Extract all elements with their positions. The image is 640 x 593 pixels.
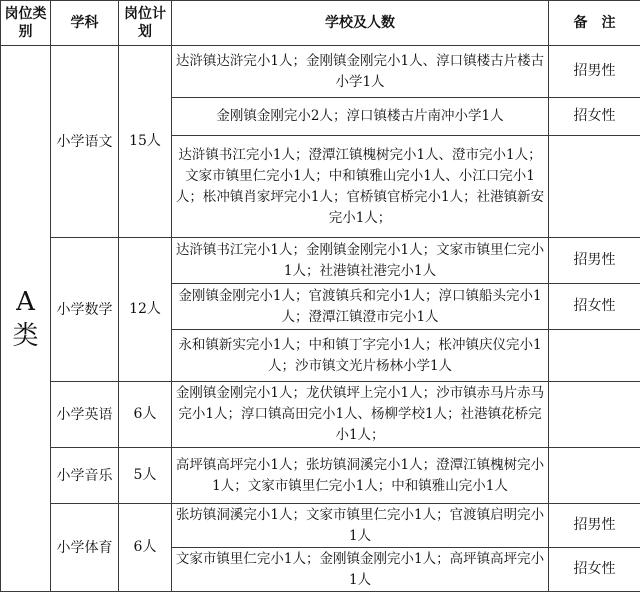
school-cell: 达浒镇书江完小1人；金刚镇金刚完小1人；文家市镇里仁完小1人；社港镇社港完小1人 [172, 238, 549, 284]
subject-cell: 小学音乐 [51, 448, 119, 504]
note-cell [549, 448, 640, 504]
plan-cell: 6人 [119, 504, 172, 592]
plan-cell: 5人 [119, 448, 172, 504]
note-cell: 招女性 [549, 548, 640, 592]
note-cell: 招男性 [549, 504, 640, 548]
subject-cell: 小学英语 [51, 382, 119, 448]
school-cell: 永和镇新实完小1人；中和镇丁字完小1人；枨冲镇庆仪完小1人；沙市镇文光片杨林小学1人 [172, 330, 549, 382]
note-cell: 招男性 [549, 46, 640, 98]
table-row [1, 382, 640, 448]
school-cell: 张坊镇洞溪完小1人；文家市镇里仁完小1人；官渡镇启明完小1人 [172, 504, 549, 548]
header-subject: 学科 [51, 1, 119, 46]
table-row [1, 238, 640, 284]
school-cell: 金刚镇金刚完小2人；淳口镇楼古片南冲小学1人 [172, 98, 549, 136]
school-cell: 达浒镇达浒完小1人；金刚镇金刚完小1人、淳口镇楼古片楼古小学1人 [172, 46, 549, 98]
header-row [1, 1, 640, 46]
subject-cell: 小学语文 [51, 46, 119, 238]
category-label-main: A [16, 286, 35, 317]
header-category: 岗位类别 [1, 1, 51, 46]
plan-cell: 12人 [119, 238, 172, 382]
table-row [1, 504, 640, 548]
header-school: 学校及人数 [172, 1, 549, 46]
note-cell: 招男性 [549, 238, 640, 284]
note-cell [549, 330, 640, 382]
plan-cell: 15人 [119, 46, 172, 238]
category-cell [1, 46, 51, 592]
subject-cell: 小学数学 [51, 238, 119, 382]
plan-cell: 6人 [119, 382, 172, 448]
school-cell: 金刚镇金刚完小1人；官渡镇兵和完小1人；淳口镇船头完小1人；澄潭江镇澄市完小1人 [172, 284, 549, 330]
table-row [1, 46, 640, 98]
subject-cell: 小学体育 [51, 504, 119, 592]
school-cell: 高坪镇高坪完小1人；张坊镇洞溪完小1人；澄潭江镇槐树完小1人；文家市镇里仁完小1人；中和镇雅山完小1人 [172, 448, 549, 504]
note-cell [549, 382, 640, 448]
school-cell: 达浒镇书江完小1人；澄潭江镇槐树完小1人、澄市完小1人；文家市镇里仁完小1人；中和镇雅山完小1人、小江口完小1人；枨冲镇肖家坪完小1人；官桥镇官桥完小1人；社港镇新安完小1人； [172, 136, 549, 238]
header-note: 备 注 [549, 1, 640, 46]
school-cell: 文家市镇里仁完小1人；金刚镇金刚完小1人；高坪镇高坪完小1人 [172, 548, 549, 592]
note-cell: 招女性 [549, 98, 640, 136]
category-label-sub: 类 [12, 320, 39, 351]
note-cell [549, 136, 640, 238]
header-plan: 岗位计划 [119, 1, 172, 46]
school-cell: 金刚镇金刚完小1人；龙伏镇坪上完小1人；沙市镇赤马片赤马完小1人；淳口镇高田完小1人、杨柳学校1人；社港镇花桥完小1人； [172, 382, 549, 448]
table-row [1, 448, 640, 504]
note-cell: 招女性 [549, 284, 640, 330]
